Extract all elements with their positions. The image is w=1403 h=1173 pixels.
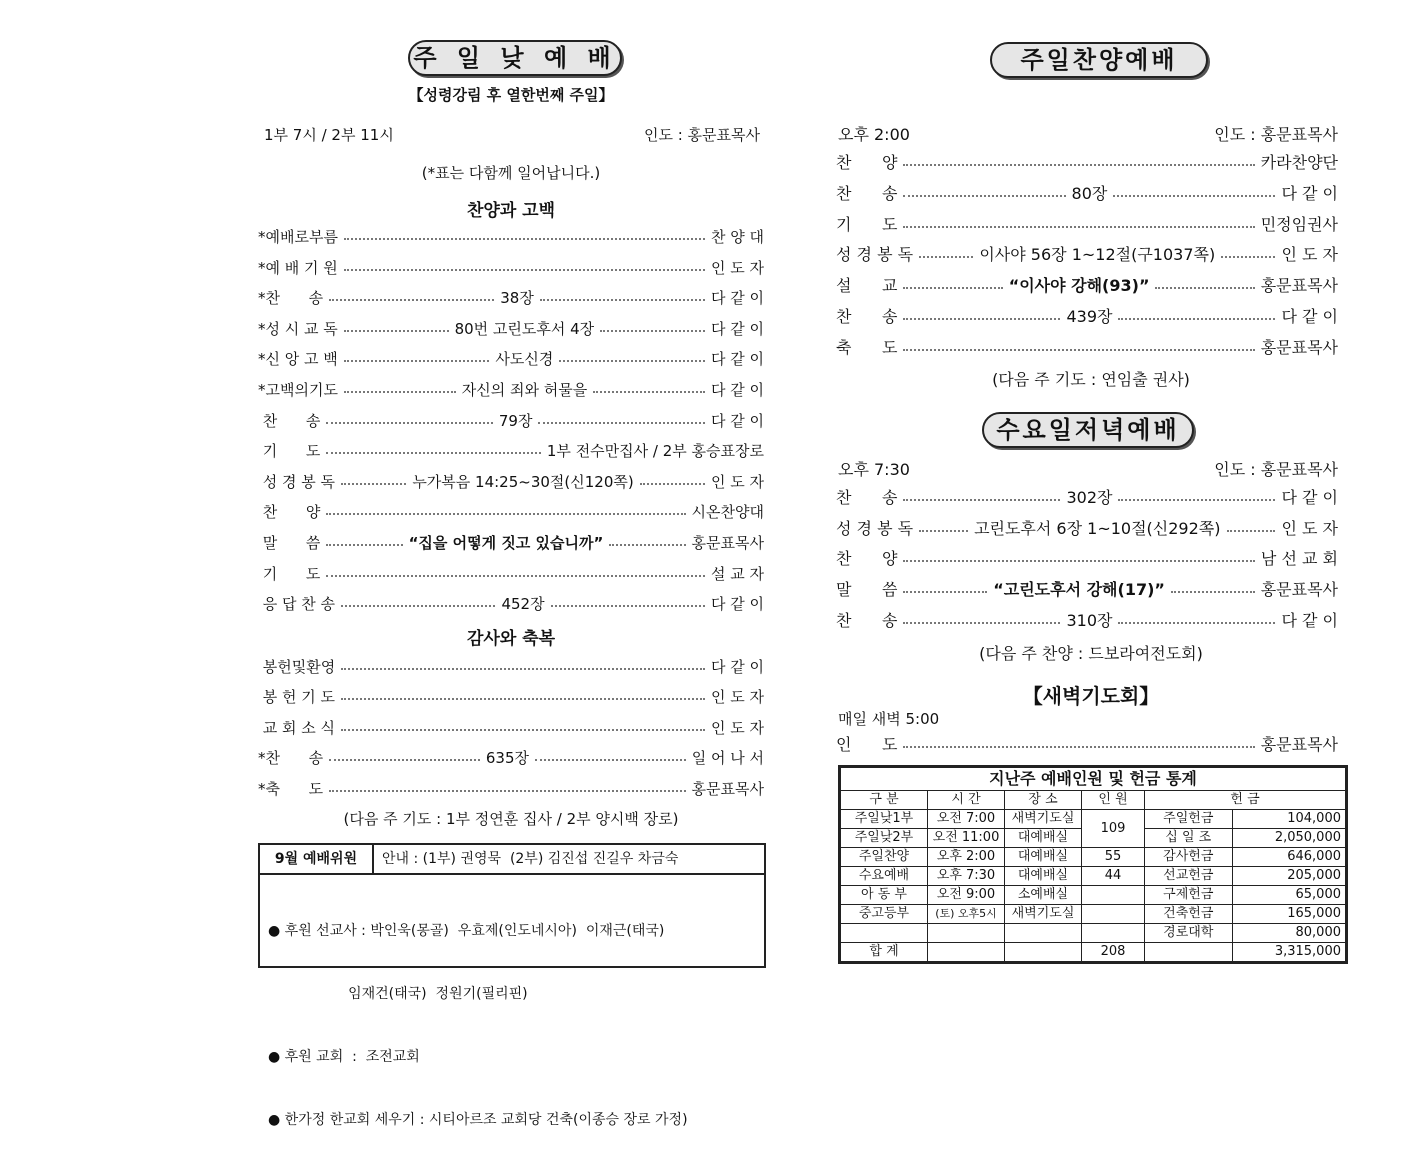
order-item xyxy=(258,500,764,524)
order-item xyxy=(836,486,1338,510)
leader-dots xyxy=(341,729,705,731)
sunday-subtitle: 【성령강림 후 열한번째 주일】 xyxy=(408,86,614,104)
praise-time: 오후 2:00 xyxy=(838,125,910,144)
item-content: 자신의 죄와 허물을 xyxy=(461,381,588,399)
cell xyxy=(928,943,1005,962)
item-label: 성 경 봉 독 xyxy=(258,472,336,491)
item-person: 다 같 이 xyxy=(1281,307,1339,326)
cell: 십 일 조 xyxy=(1145,829,1233,848)
cell: 선교헌금 xyxy=(1145,867,1233,886)
item-label: 설 교 xyxy=(836,276,898,296)
item-content: 452장 xyxy=(501,595,545,614)
table-row xyxy=(841,867,1346,886)
cell: 주일찬양 xyxy=(841,848,928,867)
item-label: 기 도 xyxy=(258,564,321,583)
leader-dots xyxy=(326,513,685,515)
item-content: 310장 xyxy=(1066,610,1113,630)
cell: 대예배실 xyxy=(1005,848,1082,867)
header-time: 시 간 xyxy=(928,791,1005,810)
leader-dots xyxy=(559,360,705,362)
next-week-prayer: (다음 주 기도 : 1부 정연훈 집사 / 2부 양시백 장로) xyxy=(343,810,679,828)
cell: 새벽기도실 xyxy=(1005,810,1082,829)
item-content: 80장 xyxy=(1071,183,1108,203)
praise-next: (다음 주 기도 : 연임출 권사) xyxy=(992,370,1190,389)
cell xyxy=(1082,924,1145,943)
item-person: 인 도 자 xyxy=(710,718,764,737)
leader-dots xyxy=(1171,591,1255,593)
leader-dots xyxy=(329,759,480,761)
item-label: 찬 송 xyxy=(836,610,898,630)
item-person: 찬 양 대 xyxy=(710,228,764,246)
wednesday-time: 오후 7:30 xyxy=(838,460,910,479)
leader-dots xyxy=(903,164,1254,166)
leader-dots xyxy=(903,591,987,593)
cell: 104,000 xyxy=(1232,810,1345,829)
worship-committee-box xyxy=(258,843,766,1128)
order-item xyxy=(836,305,1338,329)
leader-dots xyxy=(1118,499,1275,501)
leader-dots xyxy=(903,226,1254,228)
leader-dots xyxy=(326,544,402,546)
item-person: 인 도 자 xyxy=(710,688,764,707)
order-item xyxy=(836,609,1338,633)
item-person: 시온찬양대 xyxy=(691,503,764,522)
item-person: 카라찬양단 xyxy=(1260,153,1338,172)
item-content: 38장 xyxy=(500,289,534,308)
item-person: 인 도 자 xyxy=(710,258,764,277)
item-label: *예배로부름 xyxy=(258,228,338,246)
item-label: *찬 송 xyxy=(258,289,324,308)
order-item xyxy=(836,151,1338,175)
section-thanks-blessing: 감사와 축복 xyxy=(466,629,556,649)
order-item xyxy=(836,578,1338,602)
order-item xyxy=(258,439,764,463)
item-person: 홍문표목사 xyxy=(1260,276,1338,296)
order-item xyxy=(258,655,764,679)
item-label: 찬 양 xyxy=(836,153,898,172)
family-church-line: ● 한가정 한교회 세우기 : 시티아르조 교회당 건축(이종승 장로 가정) xyxy=(268,1112,688,1128)
leader-dots xyxy=(540,299,705,301)
leader-dots xyxy=(344,391,456,393)
leader-dots xyxy=(344,269,705,271)
cell: 205,000 xyxy=(1232,867,1345,886)
leader-dots xyxy=(903,499,1060,501)
item-person: 홍문표목사 xyxy=(691,534,764,552)
leader-dots xyxy=(341,698,705,700)
item-person: 다 같 이 xyxy=(711,319,765,338)
dawn-prayer-title: 【새벽기도회】 xyxy=(1022,684,1160,708)
order-item xyxy=(258,317,764,341)
order-item xyxy=(258,685,764,709)
cell xyxy=(1145,943,1233,962)
leader-dots xyxy=(1155,287,1254,289)
item-label: 찬 양 xyxy=(836,549,898,569)
cell: 오후 2:00 xyxy=(928,848,1005,867)
item-person: 다 같 이 xyxy=(710,595,764,614)
leader-dots xyxy=(341,483,406,485)
total-attendance: 208 xyxy=(1082,943,1145,962)
leader-dots xyxy=(344,360,490,362)
service-time: 1부 7시 / 2부 11시 xyxy=(264,126,394,144)
order-item xyxy=(258,225,764,249)
leader-dots xyxy=(919,256,973,258)
cell: 주일낮1부 xyxy=(841,810,928,829)
order-item xyxy=(258,347,764,371)
cell xyxy=(1082,886,1145,905)
item-label: *찬 송 xyxy=(258,749,324,768)
cell: 65,000 xyxy=(1232,886,1345,905)
item-label: 봉헌및환영 xyxy=(258,658,336,676)
item-label: 성 경 봉 독 xyxy=(836,245,914,265)
order-item xyxy=(258,777,764,801)
item-content: “집을 어떻게 짓고 있습니까” xyxy=(408,534,604,552)
cell: 80,000 xyxy=(1232,924,1345,943)
item-label: *예 배 기 원 xyxy=(258,258,338,277)
cell: 55 xyxy=(1082,848,1145,867)
leader-dots xyxy=(903,622,1060,624)
cell: 새벽기도실 xyxy=(1005,905,1082,924)
cell: 중고등부 xyxy=(841,905,928,924)
item-label: 교 회 소 식 xyxy=(258,718,336,737)
item-person: 홍문표목사 xyxy=(1260,337,1338,357)
item-label: 말 씀 xyxy=(258,534,321,552)
leader-dots xyxy=(326,452,541,454)
item-person: 다 같 이 xyxy=(1281,183,1338,203)
header-category: 구 분 xyxy=(841,791,928,810)
wednesday-service-title: 수요일저녁예배 xyxy=(982,412,1194,448)
item-person: 인 도 자 xyxy=(1281,245,1339,265)
item-person: 일 어 나 서 xyxy=(691,749,765,768)
header-place: 장 소 xyxy=(1005,791,1082,810)
wednesday-leader: 인도 : 홍문표목사 xyxy=(1214,460,1338,479)
cell: 109 xyxy=(1082,810,1145,848)
wednesday-next: (다음 주 찬양 : 드보라여전도회) xyxy=(979,644,1203,663)
item-label: *신 앙 고 백 xyxy=(258,350,338,369)
leader-dots xyxy=(903,287,1002,289)
item-label: 찬 송 xyxy=(836,307,898,326)
item-content: 사도신경 xyxy=(495,350,554,369)
table-row xyxy=(841,886,1346,905)
cell xyxy=(1005,943,1082,962)
cell: 소예배실 xyxy=(1005,886,1082,905)
cell: 주일낮2부 xyxy=(841,829,928,848)
order-item xyxy=(258,378,764,402)
leader-dots xyxy=(1221,256,1275,258)
stats-title: 지난주 예배인원 및 헌금 통계 xyxy=(841,768,1346,791)
item-content: 이사야 56장 1~12절(구1037쪽) xyxy=(979,245,1216,265)
order-item xyxy=(258,746,764,770)
usher-info: 안내 : (1부) 권영묵 (2부) 김진섭 진길우 차금숙 xyxy=(372,845,764,875)
section-praise-confession: 찬양과 고백 xyxy=(466,201,556,221)
stats-header-row xyxy=(841,791,1346,810)
cell: 646,000 xyxy=(1232,848,1345,867)
header-offering: 헌 금 xyxy=(1145,791,1346,810)
item-content: “고린도후서 강해(17)” xyxy=(993,580,1165,600)
praise-service-title: 주일찬양예배 xyxy=(990,42,1208,78)
item-content: 302장 xyxy=(1066,488,1113,507)
cell xyxy=(1082,905,1145,924)
item-label: 봉 헌 기 도 xyxy=(258,688,336,707)
cell: 2,050,000 xyxy=(1232,829,1345,848)
cell: 감사헌금 xyxy=(1145,848,1233,867)
item-label: *축 도 xyxy=(258,779,324,798)
item-person: 민정임권사 xyxy=(1260,214,1338,234)
item-person: 다 같 이 xyxy=(711,411,765,430)
item-person: 설 교 자 xyxy=(710,564,764,583)
sunday-service-title: 주 일 낮 예 배 xyxy=(408,40,622,76)
leader-dots xyxy=(535,759,686,761)
order-item xyxy=(836,336,1338,360)
item-label: 기 도 xyxy=(258,442,321,461)
cell: 165,000 xyxy=(1232,905,1345,924)
cell: 오전 9:00 xyxy=(928,886,1005,905)
cell: 44 xyxy=(1082,867,1145,886)
cell: 건축헌금 xyxy=(1145,905,1233,924)
item-person: 홍문표목사 xyxy=(691,779,764,798)
cell: 수요예배 xyxy=(841,867,928,886)
header-attendance: 인 원 xyxy=(1082,791,1145,810)
stand-note: (*표는 다함께 일어납니다.) xyxy=(421,164,601,182)
leader-dots xyxy=(903,349,1254,351)
item-label: 찬 송 xyxy=(836,488,898,507)
item-label: 찬 송 xyxy=(836,183,898,203)
dawn-time: 매일 새벽 5:00 xyxy=(838,710,940,728)
item-content: 439장 xyxy=(1066,307,1113,326)
dawn-leader-row xyxy=(836,733,1338,757)
item-person: 다 같 이 xyxy=(1281,610,1339,630)
item-person: 다 같 이 xyxy=(710,289,764,308)
order-item xyxy=(836,213,1338,237)
item-content: 80번 고린도후서 4장 xyxy=(454,319,595,338)
leader-dots xyxy=(919,530,968,532)
cell: 오전 7:00 xyxy=(928,810,1005,829)
order-item xyxy=(258,716,764,740)
item-content: 누가복음 14:25~30절(신120쪽) xyxy=(412,472,634,491)
leader-dots xyxy=(1118,622,1275,624)
total-offering: 3,315,000 xyxy=(1232,943,1345,962)
order-item xyxy=(258,592,764,616)
leader-dots xyxy=(326,422,493,424)
leader-dots xyxy=(341,605,495,607)
item-label: *고백의기도 xyxy=(258,381,338,399)
committee-label: 9월 예배위원 xyxy=(260,845,374,875)
order-item xyxy=(258,256,764,280)
table-row xyxy=(841,848,1346,867)
committee-notes xyxy=(268,879,688,1173)
service-leader: 인도 : 홍문표목사 xyxy=(643,126,760,144)
cell: 대예배실 xyxy=(1005,867,1082,886)
order-item xyxy=(836,182,1338,206)
order-item xyxy=(836,517,1338,541)
total-label: 합 계 xyxy=(841,943,928,962)
order-item xyxy=(836,547,1338,571)
dawn-label: 인 도 xyxy=(836,735,898,754)
item-person: 다 같 이 xyxy=(710,350,764,369)
leader-dots xyxy=(609,544,685,546)
table-row xyxy=(841,810,1346,829)
item-person: 인 도 자 xyxy=(1281,518,1339,538)
mission-line-2: 임재건(태국) 정원기(필리핀) xyxy=(268,986,528,1002)
item-content: 79장 xyxy=(498,411,533,430)
cell xyxy=(841,924,928,943)
item-person: 다 같 이 xyxy=(1281,488,1339,507)
leader-dots xyxy=(341,668,705,670)
leader-dots xyxy=(1227,530,1276,532)
item-label: 응 답 찬 송 xyxy=(258,595,336,614)
order-item xyxy=(836,243,1338,267)
leader-dots xyxy=(1118,318,1275,320)
item-content: 고린도후서 6장 1~10절(신292쪽) xyxy=(974,518,1221,538)
leader-dots xyxy=(344,238,705,240)
table-row xyxy=(841,905,1346,924)
leader-dots xyxy=(903,318,1060,320)
weekly-stats-table xyxy=(838,765,1348,964)
order-item xyxy=(258,531,764,555)
item-label: 말 씀 xyxy=(836,580,898,600)
cell xyxy=(928,924,1005,943)
leader-dots xyxy=(593,391,705,393)
leader-dots xyxy=(1113,195,1275,197)
leader-dots xyxy=(551,605,705,607)
item-content: 635장 xyxy=(485,749,529,768)
leader-dots xyxy=(903,560,1254,562)
dawn-leader: 홍문표목사 xyxy=(1260,735,1338,754)
leader-dots xyxy=(329,790,685,792)
leader-dots xyxy=(640,483,705,485)
order-item xyxy=(258,286,764,310)
mission-line-1: ● 후원 선교사 : 박인욱(몽골) 우효제(인도네시아) 이재근(태국) xyxy=(268,923,665,939)
item-person: 다 같 이 xyxy=(710,658,764,676)
item-label: *성 시 교 독 xyxy=(258,319,338,338)
support-church-line: ● 후원 교회 : 조전교회 xyxy=(268,1049,420,1065)
cell: 구제헌금 xyxy=(1145,886,1233,905)
cell: 오전 11:00 xyxy=(928,829,1005,848)
order-item xyxy=(836,274,1338,298)
item-person: 남 선 교 회 xyxy=(1260,549,1338,569)
leader-dots xyxy=(903,195,1065,197)
leader-dots xyxy=(538,422,705,424)
item-label: 성 경 봉 독 xyxy=(836,518,914,538)
order-item xyxy=(258,470,764,494)
table-row xyxy=(841,924,1346,943)
cell: (토) 오후5시 xyxy=(928,905,1005,924)
leader-dots xyxy=(600,330,705,332)
item-person: 홍문표목사 xyxy=(1260,580,1338,600)
item-person: 다 같 이 xyxy=(710,381,764,399)
praise-leader: 인도 : 홍문표목사 xyxy=(1214,125,1338,144)
leader-dots xyxy=(903,746,1254,748)
cell: 주일헌금 xyxy=(1145,810,1233,829)
leader-dots xyxy=(326,575,705,577)
cell: 오후 7:30 xyxy=(928,867,1005,886)
cell: 대예배실 xyxy=(1005,829,1082,848)
item-label: 축 도 xyxy=(836,337,898,357)
leader-dots xyxy=(344,330,449,332)
item-content: 1부 전수만집사 / 2부 홍승표장로 xyxy=(546,442,764,461)
item-label: 기 도 xyxy=(836,214,898,234)
leader-dots xyxy=(329,299,494,301)
cell xyxy=(1005,924,1082,943)
item-label: 찬 송 xyxy=(258,411,321,430)
total-row xyxy=(841,943,1346,962)
cell: 경로대학 xyxy=(1145,924,1233,943)
order-item xyxy=(258,409,764,433)
item-content: “이사야 강해(93)” xyxy=(1008,276,1150,296)
item-person: 인 도 자 xyxy=(711,472,765,491)
cell: 아 동 부 xyxy=(841,886,928,905)
order-item xyxy=(258,562,764,586)
item-label: 찬 양 xyxy=(258,503,321,522)
